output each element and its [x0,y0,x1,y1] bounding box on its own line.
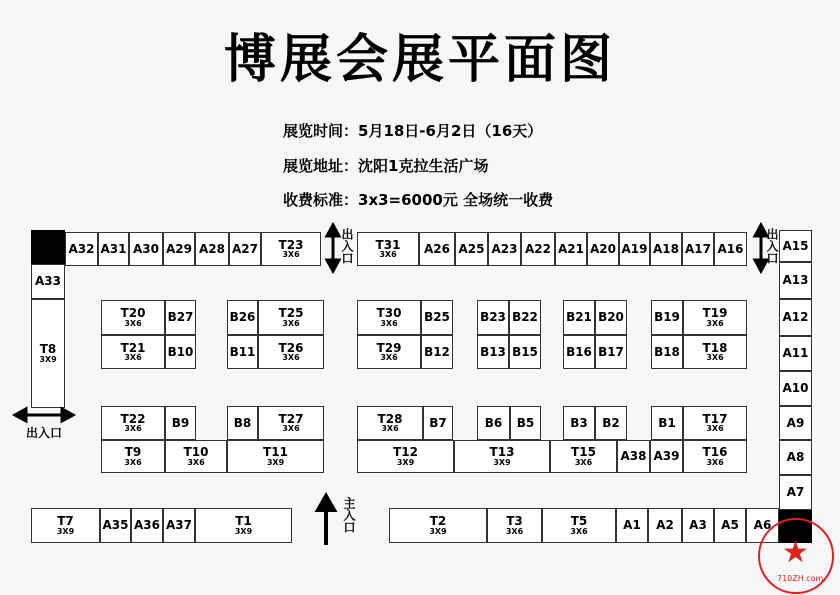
booth-id: B13 [480,344,506,359]
booth-id: T1 [235,514,252,528]
booth-id: T8 [39,342,57,356]
booth-id: A1 [623,518,641,533]
booth-id: B12 [424,344,450,359]
exit-label-top-right: 出入口 [765,228,779,264]
double-arrow-icon [15,409,73,421]
booth-id: A35 [102,518,129,533]
booth-id: T3 [506,514,523,528]
booth-id: A31 [100,241,127,256]
booth-id: A19 [621,241,648,256]
booth-id: A28 [199,241,225,256]
booth-id: A12 [782,310,809,325]
booth-id: A3 [689,518,707,533]
booth-id: A18 [653,241,679,256]
booth-size: 3X6 [282,424,300,434]
booth-id: T27 [278,411,304,426]
booth-id: B7 [429,415,447,430]
booth-id: A32 [68,241,95,256]
booth-id: A2 [656,518,674,533]
main-entrance-label: 主入口 [342,497,356,533]
booth-size: 3X9 [234,526,253,536]
booth-id: A26 [424,241,450,256]
booth-id: A9 [786,415,805,430]
booth-id: T21 [120,340,146,355]
booth-id: B2 [602,415,620,430]
booth-id: T10 [183,445,209,459]
booth-id: B18 [654,344,680,359]
booth-id: T2 [429,514,447,528]
booth-id: A13 [782,273,809,288]
booth-size: 3X6 [187,457,205,467]
booth-id: B15 [512,344,538,359]
watermark-stamp [758,518,834,594]
booth-id: A21 [558,241,584,256]
booth-id: T5 [570,514,588,528]
booth-size: 3X6 [505,526,524,536]
booth-size: 3X6 [706,353,724,363]
booth-id: T13 [489,445,515,459]
booth-id: B10 [167,344,194,359]
booth-size: 3X6 [574,457,593,467]
booth-id: A11 [782,346,809,361]
booth-size: 3X6 [706,424,724,434]
booth-id: B19 [654,310,680,325]
booth-size: 3X9 [56,526,75,536]
booth-id: T20 [120,306,146,320]
booth-size: 3X6 [282,353,300,363]
booth-id: A37 [166,518,192,533]
booth-id: T22 [120,411,146,426]
booth-id: T9 [124,445,142,459]
booth-id: T11 [263,445,288,459]
booth-id: A8 [786,450,805,465]
booth-id: A7 [786,485,805,500]
up-arrow-icon [318,496,334,545]
booth-id: T28 [377,411,403,426]
booth-size: 3X6 [124,318,142,328]
booth-size: 3X6 [124,457,142,467]
booth-id: T16 [702,445,728,459]
booth-id: B20 [598,310,624,325]
booth-id: T23 [278,237,304,252]
booth-size: 3X6 [570,526,588,536]
booth-id: B8 [233,415,252,430]
booth-size: 3X6 [124,424,142,434]
booth-id: A16 [717,241,744,256]
exit-label-left: 出入口 [26,426,63,440]
booth-id: A15 [782,238,809,253]
booth-id: B25 [424,310,450,325]
booth-id: A5 [721,518,739,533]
exit-label-top-middle: 出入口 [340,228,354,264]
star-icon: ★ [782,535,809,570]
booth-id: B27 [167,310,194,325]
booth-size: 3X9 [429,526,447,536]
booth-id: B5 [516,415,535,430]
booth-id: A23 [491,241,518,256]
booth-id: A29 [166,241,192,256]
booth-id: T18 [702,340,728,355]
booth-id: T29 [376,340,402,355]
booth-id: A6 [753,518,772,533]
booth-size: 3X6 [282,318,300,328]
booth-id: T17 [702,411,728,426]
booth-id: B21 [566,310,592,325]
booth-id: T19 [702,306,728,320]
booth-size: 3X6 [706,457,724,467]
booth-id: T26 [278,340,304,355]
booth-size: 3X9 [39,354,57,364]
booth-id: T30 [376,306,402,320]
booth-id: A33 [35,274,61,289]
exhibition-address: 展览地址：沈阳1克拉生活广场 [283,157,489,175]
booth-id: A20 [590,241,616,256]
booth-id: B11 [229,344,256,359]
booth-size: 3X6 [380,353,398,363]
booth-size: 3X9 [493,457,511,467]
fee-standard: 收费标准：3x3=6000元 全场统一收费 [283,191,554,209]
booth-size: 3X6 [381,424,399,434]
booth-id: B16 [566,344,592,359]
booth-id: A36 [134,518,160,533]
watermark-text: 710ZH.com [777,574,824,583]
booth-id: B9 [171,415,190,430]
booth-id: A25 [458,241,485,256]
booth-id: B26 [229,310,256,325]
booth-id: T25 [278,306,304,320]
exhibition-time: 展览时间：5月18日-6月2日（16天） [283,122,543,140]
booth-size: 3X6 [379,250,397,260]
booth-size: 3X6 [380,318,398,328]
booth-id: B1 [658,415,676,430]
booth-size: 3X9 [266,457,285,467]
booth-id: B22 [512,310,538,325]
booth-id: A27 [232,241,258,256]
booth-id: B6 [484,415,503,430]
booth-id: T31 [375,237,401,252]
booth-size: 3X6 [124,353,142,363]
booth-id: A38 [620,449,647,464]
booth-id: B3 [570,415,588,430]
booth-id: T7 [57,514,74,528]
double-arrow-icon [327,225,339,271]
booth-id: A39 [653,449,680,464]
booth-id: A22 [525,241,551,256]
booth-id: A17 [685,241,711,256]
booth-size: 3X9 [396,457,415,467]
booth-id: B23 [480,310,506,325]
booth-id: B17 [598,344,624,359]
booth-id: A30 [133,241,159,256]
booth-id: T12 [393,445,418,459]
booth-id: T15 [571,445,596,459]
booth-size: 3X6 [706,318,724,328]
booth-size: 3X6 [282,250,300,260]
page-title: 博展会展平面图 [223,30,616,90]
booth-id: A10 [782,381,809,396]
